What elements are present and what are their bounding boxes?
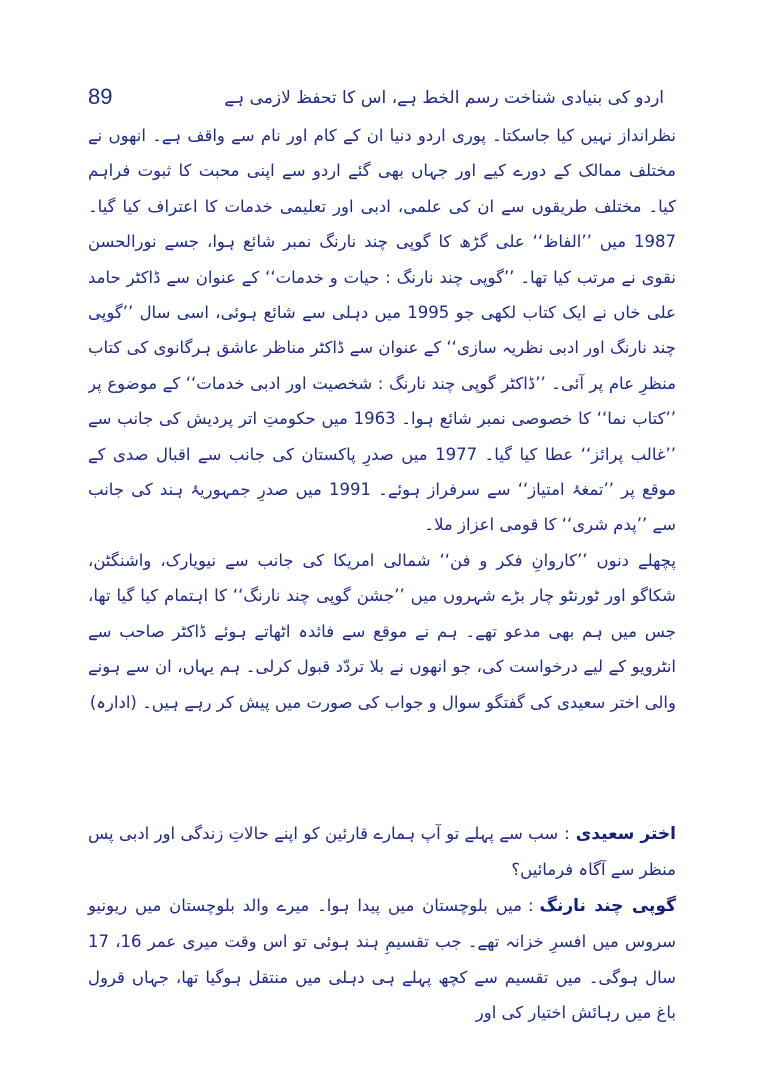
interview-answer: گوپی چند نارنگ:میں بلوچستان میں پیدا ہوا۔ میرے والد بلوچستان میں ریونیو سروس میں افسرِ خزانہ تھے۔ جب تقسیمِ ہند ہوئی تو اس وقت میری عمر 16، 17 سال ہوگی۔ میں تقسیم سے کچھ پہلے ہی دہلی میں منتقل ہوگیا تھا، جہاں قرول باغ میں رہائش اختیار کی اور	[88, 895, 676, 1023]
page-header	[88, 80, 664, 114]
question-text: سب سے پہلے تو آپ ہمارے قارئین کو اپنے حالاتِ زندگی اور ادبی پس منظر سے آگاہ فرمائیں؟	[88, 824, 676, 880]
intro-paragraph-1: نظرانداز نہیں کیا جاسکتا۔ پوری اردو دنیا ان کے کام اور نام سے واقف ہے۔ انھوں نے مختلف ممالک کے دورے کیے اور جہاں بھی گئے اردو سے اپنی محبت کا ثبوت فراہم کیا۔ مختلف طریقوں سے ان کی علمی، ادبی اور تعلیمی خدمات کا اعتراف کیا گیا۔ 1987 میں ’’الفاظ‘‘ علی گڑھ کا گوپی چند نارنگ نمبر شائع ہوا، جسے نورالحسن نقوی نے مرتب کیا تھا۔ ’’گوپی چند نارنگ : حیات و خدمات‘‘ کے عنوان سے ڈاکٹر حامد علی خاں نے ایک کتاب لکھی جو 1995 میں دہلی سے شائع ہوئی، اسی سال ’’گوپی چند نارنگ اور ادبی نظریہ سازی‘‘ کے عنوان سے ڈاکٹر مناظر عاشق ہرگانوی کی کتاب منظرِ عام پر آئی۔ ’’ڈاکٹر گوپی چند نارنگ : شخصیت اور ادبی خدمات‘‘ کے موضوع پر ’’کتاب نما‘‘ کا خصوصی نمبر شائع ہوا۔ 1963 میں حکومتِ اتر پردیش کی جانب سے ’’غالب پرائز‘‘ عطا کیا گیا۔ 1977 میں صدرِ پاکستان کی جانب سے اقبال صدی کے موقع پر ’’تمغۂ امتیاز‘‘ سے سرفراز ہوئے۔ 1991 میں صدرِ جمہوریۂ ہند کی جانب سے ’’پدم شری‘‘ کا قومی اعزاز ملا۔	[88, 126, 676, 535]
interview-section	[88, 816, 676, 1030]
interview-question: اختر سعیدی:سب سے پہلے تو آپ ہمارے قارئین کو اپنے حالاتِ زندگی اور ادبی پس منظر سے آگاہ فرمائیں؟	[88, 824, 677, 880]
running-head: اردو کی بنیادی شناخت رسم الخط ہے، اس کا تحفظ لازمی ہے	[224, 87, 664, 108]
answer-text: میں بلوچستان میں پیدا ہوا۔ میرے والد بلوچستان میں ریونیو سروس میں افسرِ خزانہ تھے۔ جب تقسیمِ ہند ہوئی تو اس وقت میری عمر 16، 17 سال ہوگی۔ میں تقسیم سے کچھ پہلے ہی دہلی میں منتقل ہوگیا تھا، جہاں قرول باغ میں رہائش اختیار کی اور	[88, 895, 676, 1023]
intro-paragraph-2: پچھلے دنوں ’’کاروانِ فکر و فن‘‘ شمالی امریکا کی جانب سے نیویارک، واشنگٹن، شکاگو اور ٹورنٹو چار بڑے شہروں میں ’’جشن گوپی چند نارنگ‘‘ کا اہتمام کیا گیا تھا، جس میں ہم بھی مدعو تھے۔ ہم نے موقع سے فائدہ اٹھاتے ہوئے ڈاکٹر صاحب سے انٹرویو کے لیے درخواست کی، جو انھوں نے بلا تردّد قبول کرلی۔ ہم یہاں، ان سے ہونے والی اختر سعیدی کی گفتگو سوال و جواب کی صورت میں پیش کر رہے ہیں۔ (ادارہ)	[88, 550, 676, 712]
intro-section	[88, 118, 676, 782]
page-number: 89	[88, 84, 113, 109]
interviewee-name: گوپی چند نارنگ	[539, 895, 676, 916]
interviewer-name: اختر سعیدی	[575, 824, 677, 844]
